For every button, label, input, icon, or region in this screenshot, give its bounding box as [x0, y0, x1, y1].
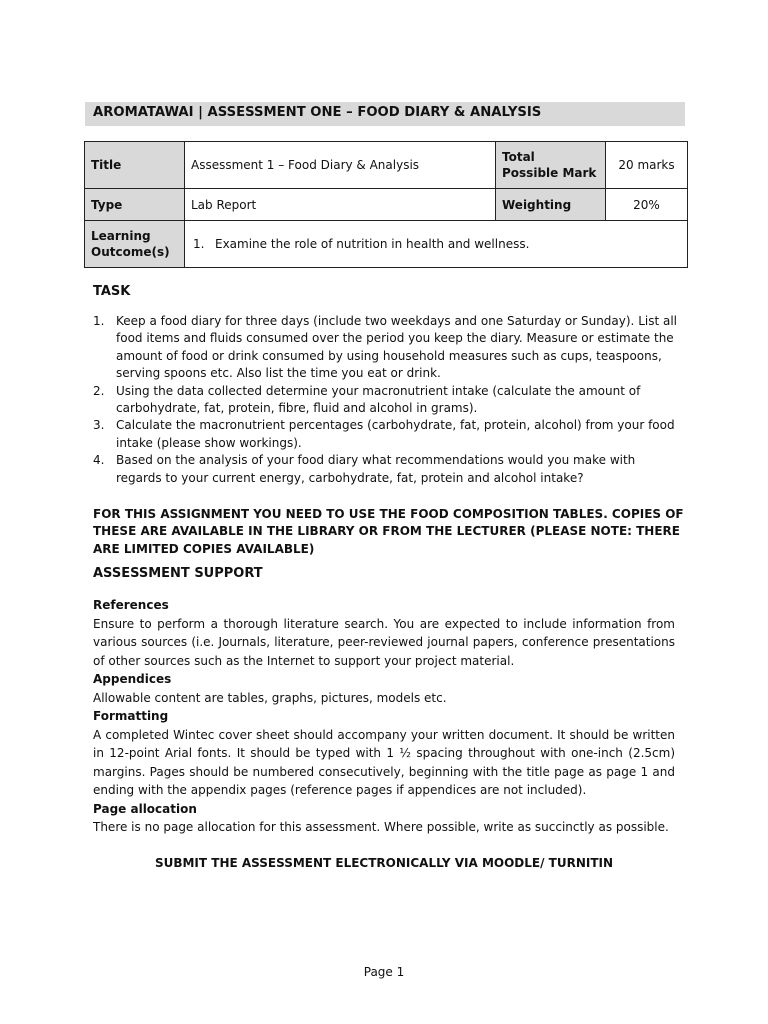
weighting-value-cell: 20% [606, 189, 688, 221]
appendices-text: Allowable content are tables, graphs, pictures, models etc. [93, 690, 447, 705]
total-mark-value-cell: 20 marks [606, 142, 688, 189]
list-item: 1. Keep a food diary for three days (include two weekdays and one Saturday or Sunday). List all food items and fluids consumed over the period you keep the diary. Measure or estimate the amount of food or drink consumed by using household measures such as cups, teaspoons, serving spoons etc. Also list the time you eat or drink. [93, 314, 677, 381]
task-heading: TASK [93, 284, 131, 299]
document-header [85, 102, 685, 126]
type-value-cell: Lab Report [185, 189, 496, 221]
appendices-heading: Appendices [93, 672, 172, 686]
title-value-cell: Assessment 1 – Food Diary & Analysis [185, 142, 496, 189]
page-number: Page 1 [363, 965, 405, 979]
formatting-heading: Formatting [93, 709, 169, 723]
document-title: AROMATAWAI | ASSESSMENT ONE – FOOD DIARY & ANALYSIS [93, 105, 542, 120]
food-tables-notice: FOR THIS ASSIGNMENT YOU NEED TO USE THE FOOD COMPOSITION TABLES. COPIES OF THESE ARE AVAILABLE IN THE LIBRARY OR FROM THE LECTURER (PLEASE NOTE: THERE ARE LIMITED COPIES AVAILABLE) [93, 507, 684, 556]
page-allocation-heading: Page allocation [93, 801, 197, 816]
title-label-cell: Title [85, 142, 185, 189]
learning-outcome-value-cell: 1. Examine the role of nutrition in health and wellness. [185, 221, 688, 268]
weighting-label-cell: Weighting [496, 189, 606, 221]
assessment-support-section [93, 596, 675, 837]
type-label-cell: Type [85, 189, 185, 221]
list-item: 4. Based on the analysis of your food diary what recommendations would you make with regards to your current energy, carbohydrate, fat, protein and alcohol intake? [93, 453, 636, 485]
formatting-text: A completed Wintec cover sheet should accompany your written document. It should be written in 12-point Arial fonts. It should be typed with 1 ½ spacing throughout with one-inch (2.5cm) margins. Pages should be numbered consecutively, beginning with the title page as page 1 and ending with the appendix pages (reference pages if appendices are not included). [93, 727, 675, 797]
total-mark-label-cell: Total Possible Mark [496, 142, 606, 189]
assessment-info-table [84, 141, 688, 268]
table-row [85, 142, 688, 189]
learning-outcome-label-cell: Learning Outcome(s) [85, 221, 185, 268]
submit-instruction: SUBMIT THE ASSESSMENT ELECTRONICALLY VIA MOODLE/ TURNITIN [154, 856, 614, 870]
task-list [93, 313, 683, 487]
table-row [85, 189, 688, 221]
table-row [85, 221, 688, 268]
list-item: 2. Using the data collected determine your macronutrient intake (calculate the amount of carbohydrate, fat, protein, fibre, fluid and alcohol in grams). [93, 383, 641, 416]
assessment-support-heading: ASSESSMENT SUPPORT [93, 566, 263, 581]
references-heading: References [93, 598, 169, 612]
references-text: Ensure to perform a thorough literature search. You are expected to include information from various sources (i.e. Journals, literature, peer-reviewed journal papers, conference presentations of other sources such as the Internet to support your project material. [93, 616, 675, 668]
list-item: 3. Calculate the macronutrient percentages (carbohydrate, fat, protein, alcohol) from your food intake (please show workings). [93, 418, 675, 450]
page-allocation-text: There is no page allocation for this assessment. Where possible, write as succinctly as possible. [93, 820, 669, 834]
